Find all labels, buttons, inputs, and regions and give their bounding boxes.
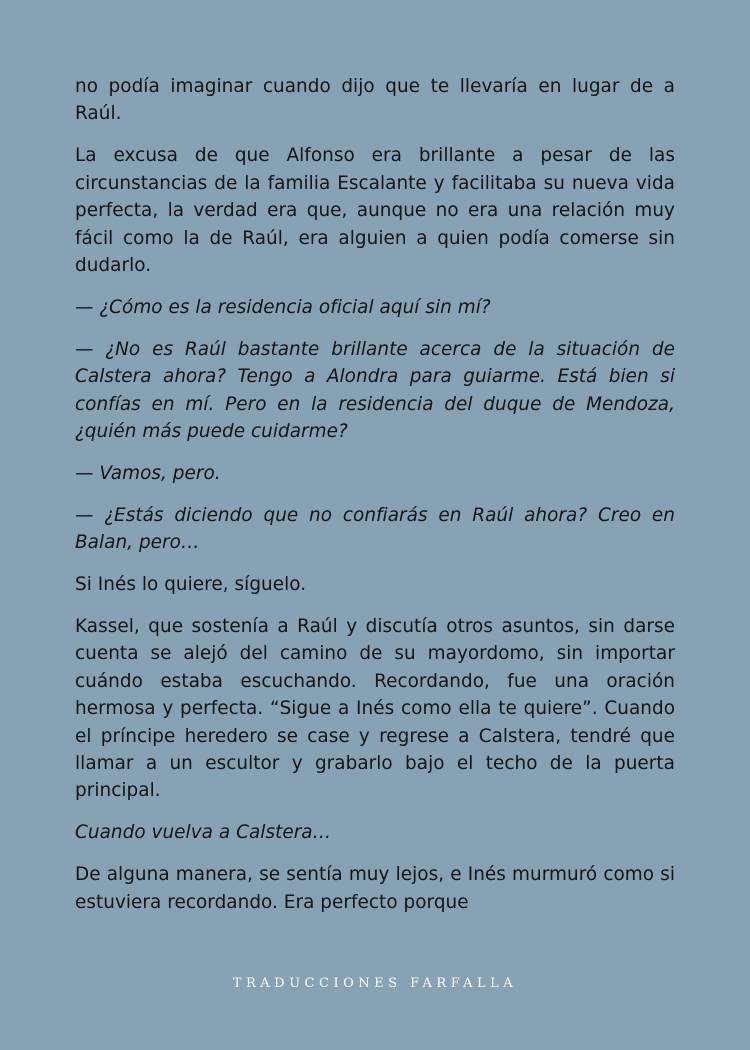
dialogue-line: — ¿Estás diciendo que no confiarás en Raúl ahora? Creo en Balan, pero… — [75, 504, 675, 554]
dialogue-line: — Vamos, pero. — [75, 462, 221, 484]
paragraph: Kassel, que sostenía a Raúl y discutía otros asuntos, sin darse cuenta se alejó del camino de su mayordomo, sin importar cuándo estaba escuchando. Recordando, fue una oración hermosa y perfecta. “Sigue a Inés como ella te quiere”. Cuando el príncipe heredero se case y regrese a Calstera, tendré que llamar a un escultor y grabarlo bajo el techo de la puerta principal. — [75, 616, 675, 802]
paragraph: Si Inés lo quiere, síguelo. — [75, 574, 307, 596]
paragraph: no podía imaginar cuando dijo que te llevaría en lugar de a Raúl. — [75, 76, 675, 125]
footer-credit: TRADUCCIONES FARFALLA — [232, 976, 518, 991]
paragraph: De alguna manera, se sentía muy lejos, e Inés murmuró como si estuviera recordando. Era perfecto porque — [75, 864, 675, 913]
thought-line: Cuando vuelva a Calstera… — [75, 822, 332, 844]
paragraph: La excusa de que Alfonso era brillante a pesar de las circunstancias de la familia Escalante y facilitaba su nueva vida perfecta, la verdad era que, aunque no era una relación muy fácil como la de Raúl, era alguien a quien podía comerse sin dudarlo. — [75, 145, 675, 276]
dialogue-line: — ¿Cómo es la residencia oficial aquí sin mí? — [75, 296, 491, 318]
dialogue-line: — ¿No es Raúl bastante brillante acerca de la situación de Calstera ahora? Tengo a Alondra para guiarme. Está bien si confías en mí. Pero en la residencia del duque de Mendoza, ¿quién más puede cuidarme? — [75, 338, 675, 442]
page-body — [75, 73, 675, 916]
